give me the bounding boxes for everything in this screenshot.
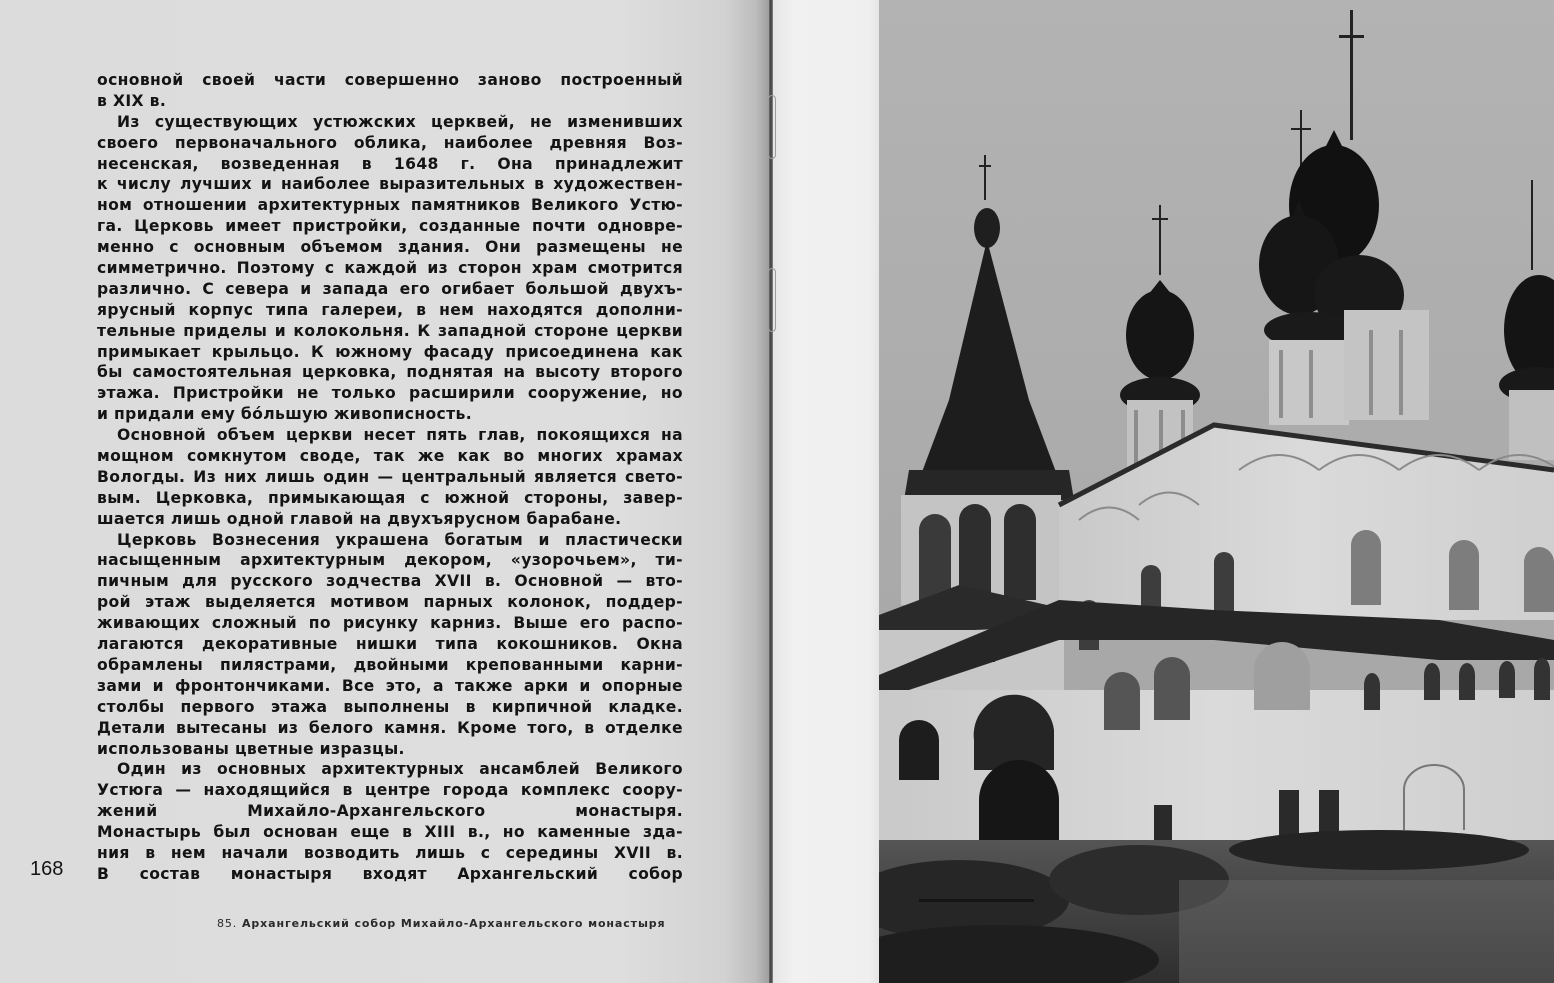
figure-caption xyxy=(217,917,666,930)
cathedral-photo xyxy=(879,0,1554,983)
text-line: симметрично. Поэтому с каждой из сторон храм смотрится xyxy=(97,259,683,278)
text-line: Один из основных архитектурных ансамблей Великого xyxy=(117,760,683,779)
text-line: Вологды. Из них лишь один — центральный является свето- xyxy=(97,467,683,486)
text-line: несенская, возведенная в 1648 г. Она принадлежит xyxy=(97,154,683,173)
text-line: пичным для русского зодчества XVII в. Основной — вто- xyxy=(97,572,683,591)
text-line: столбы первого этажа выполнены в кирпичной кладке. xyxy=(97,697,683,716)
text-line: Из существующих устюжских церквей, не изменивших xyxy=(117,112,683,131)
text-line: менно с основным объемом здания. Они размещены не xyxy=(97,238,683,257)
cathedral-illustration xyxy=(879,0,1554,983)
text-line: Детали вытесаны из белого камня. Кроме того, в отделке xyxy=(97,718,683,737)
text-line: Церковь Вознесения украшена богатым и пластически xyxy=(117,530,683,549)
binding-stitch xyxy=(768,95,776,159)
text-line: в XIX в. xyxy=(97,91,167,110)
text-line: тельные приделы и колокольня. К западной стороне церкви xyxy=(97,321,683,340)
text-line: Устюга — находящийся в центре города комплекс соору- xyxy=(97,781,683,800)
text-line: зами и фронтончиками. Все это, а также арки и опорные xyxy=(97,676,683,695)
body-text xyxy=(97,70,683,885)
text-line: примыкает крыльцо. К южному фасаду присоединена как xyxy=(97,342,683,361)
text-line: га. Церковь имеет пристройки, созданные почти одновре- xyxy=(97,217,683,236)
text-line: основной своей части совершенно заново построенный xyxy=(97,71,683,89)
text-line: использованы цветные изразцы. xyxy=(97,739,405,758)
text-line: рой этаж выделяется мотивом парных колонок, поддер- xyxy=(97,593,683,612)
page-number: 168 xyxy=(30,858,64,880)
text-line: жений Михайло-Архангельского монастыря. xyxy=(97,802,683,821)
text-line: насыщенным архитектурным декором, «узорочьем», ти- xyxy=(97,551,683,570)
text-line: живающих сложный по рисунку карниз. Выше его распо- xyxy=(97,614,683,633)
text-line: Монастырь был основан еще в XIII в., но каменные зда- xyxy=(97,823,683,842)
text-line: ния в нем начали возводить лишь с середины XVII в. xyxy=(97,843,683,862)
text-line: мощном сомкнутом своде, так же как во многих храмах xyxy=(97,447,683,466)
text-line: ном отношении архитектурных памятников Великого Устю- xyxy=(97,196,683,215)
text-line: Основной объем церкви несет пять глав, покоящихся на xyxy=(117,426,683,445)
binding-stitch xyxy=(768,268,776,332)
text-line: вым. Церковка, примыкающая с южной стороны, завер- xyxy=(97,488,683,507)
caption-text: Архангельский собор Михайло-Архангельского монастыря xyxy=(241,917,666,930)
caption-number: 85. xyxy=(217,917,238,930)
text-line: и придали ему бо́льшую живописность. xyxy=(97,405,472,424)
text-line: В состав монастыря входят Архангельский собор xyxy=(97,864,683,883)
text-line: ярусный корпус типа галереи, в нем находятся дополни- xyxy=(97,300,683,319)
text-line: к числу лучших и наиболее выразительных в художествен- xyxy=(97,175,683,194)
text-line: этажа. Пристройки не только расширили сооружение, но xyxy=(97,384,683,403)
text-line: бы самостоятельная церковка, поднятая на высоту второго xyxy=(97,363,683,382)
text-line: шается лишь одной главой на двухъярусном барабане. xyxy=(97,509,622,528)
right-page-margin xyxy=(773,0,880,983)
text-line: своего первоначального облика, наиболее древняя Воз- xyxy=(97,133,683,152)
text-line: обрамлены пилястрами, двойными крепованными карни- xyxy=(97,655,683,674)
text-line: различно. С севера и запада его огибает большой двухъ- xyxy=(97,279,683,298)
text-line: лагаются декоративные нишки типа кокошников. Окна xyxy=(97,635,683,654)
